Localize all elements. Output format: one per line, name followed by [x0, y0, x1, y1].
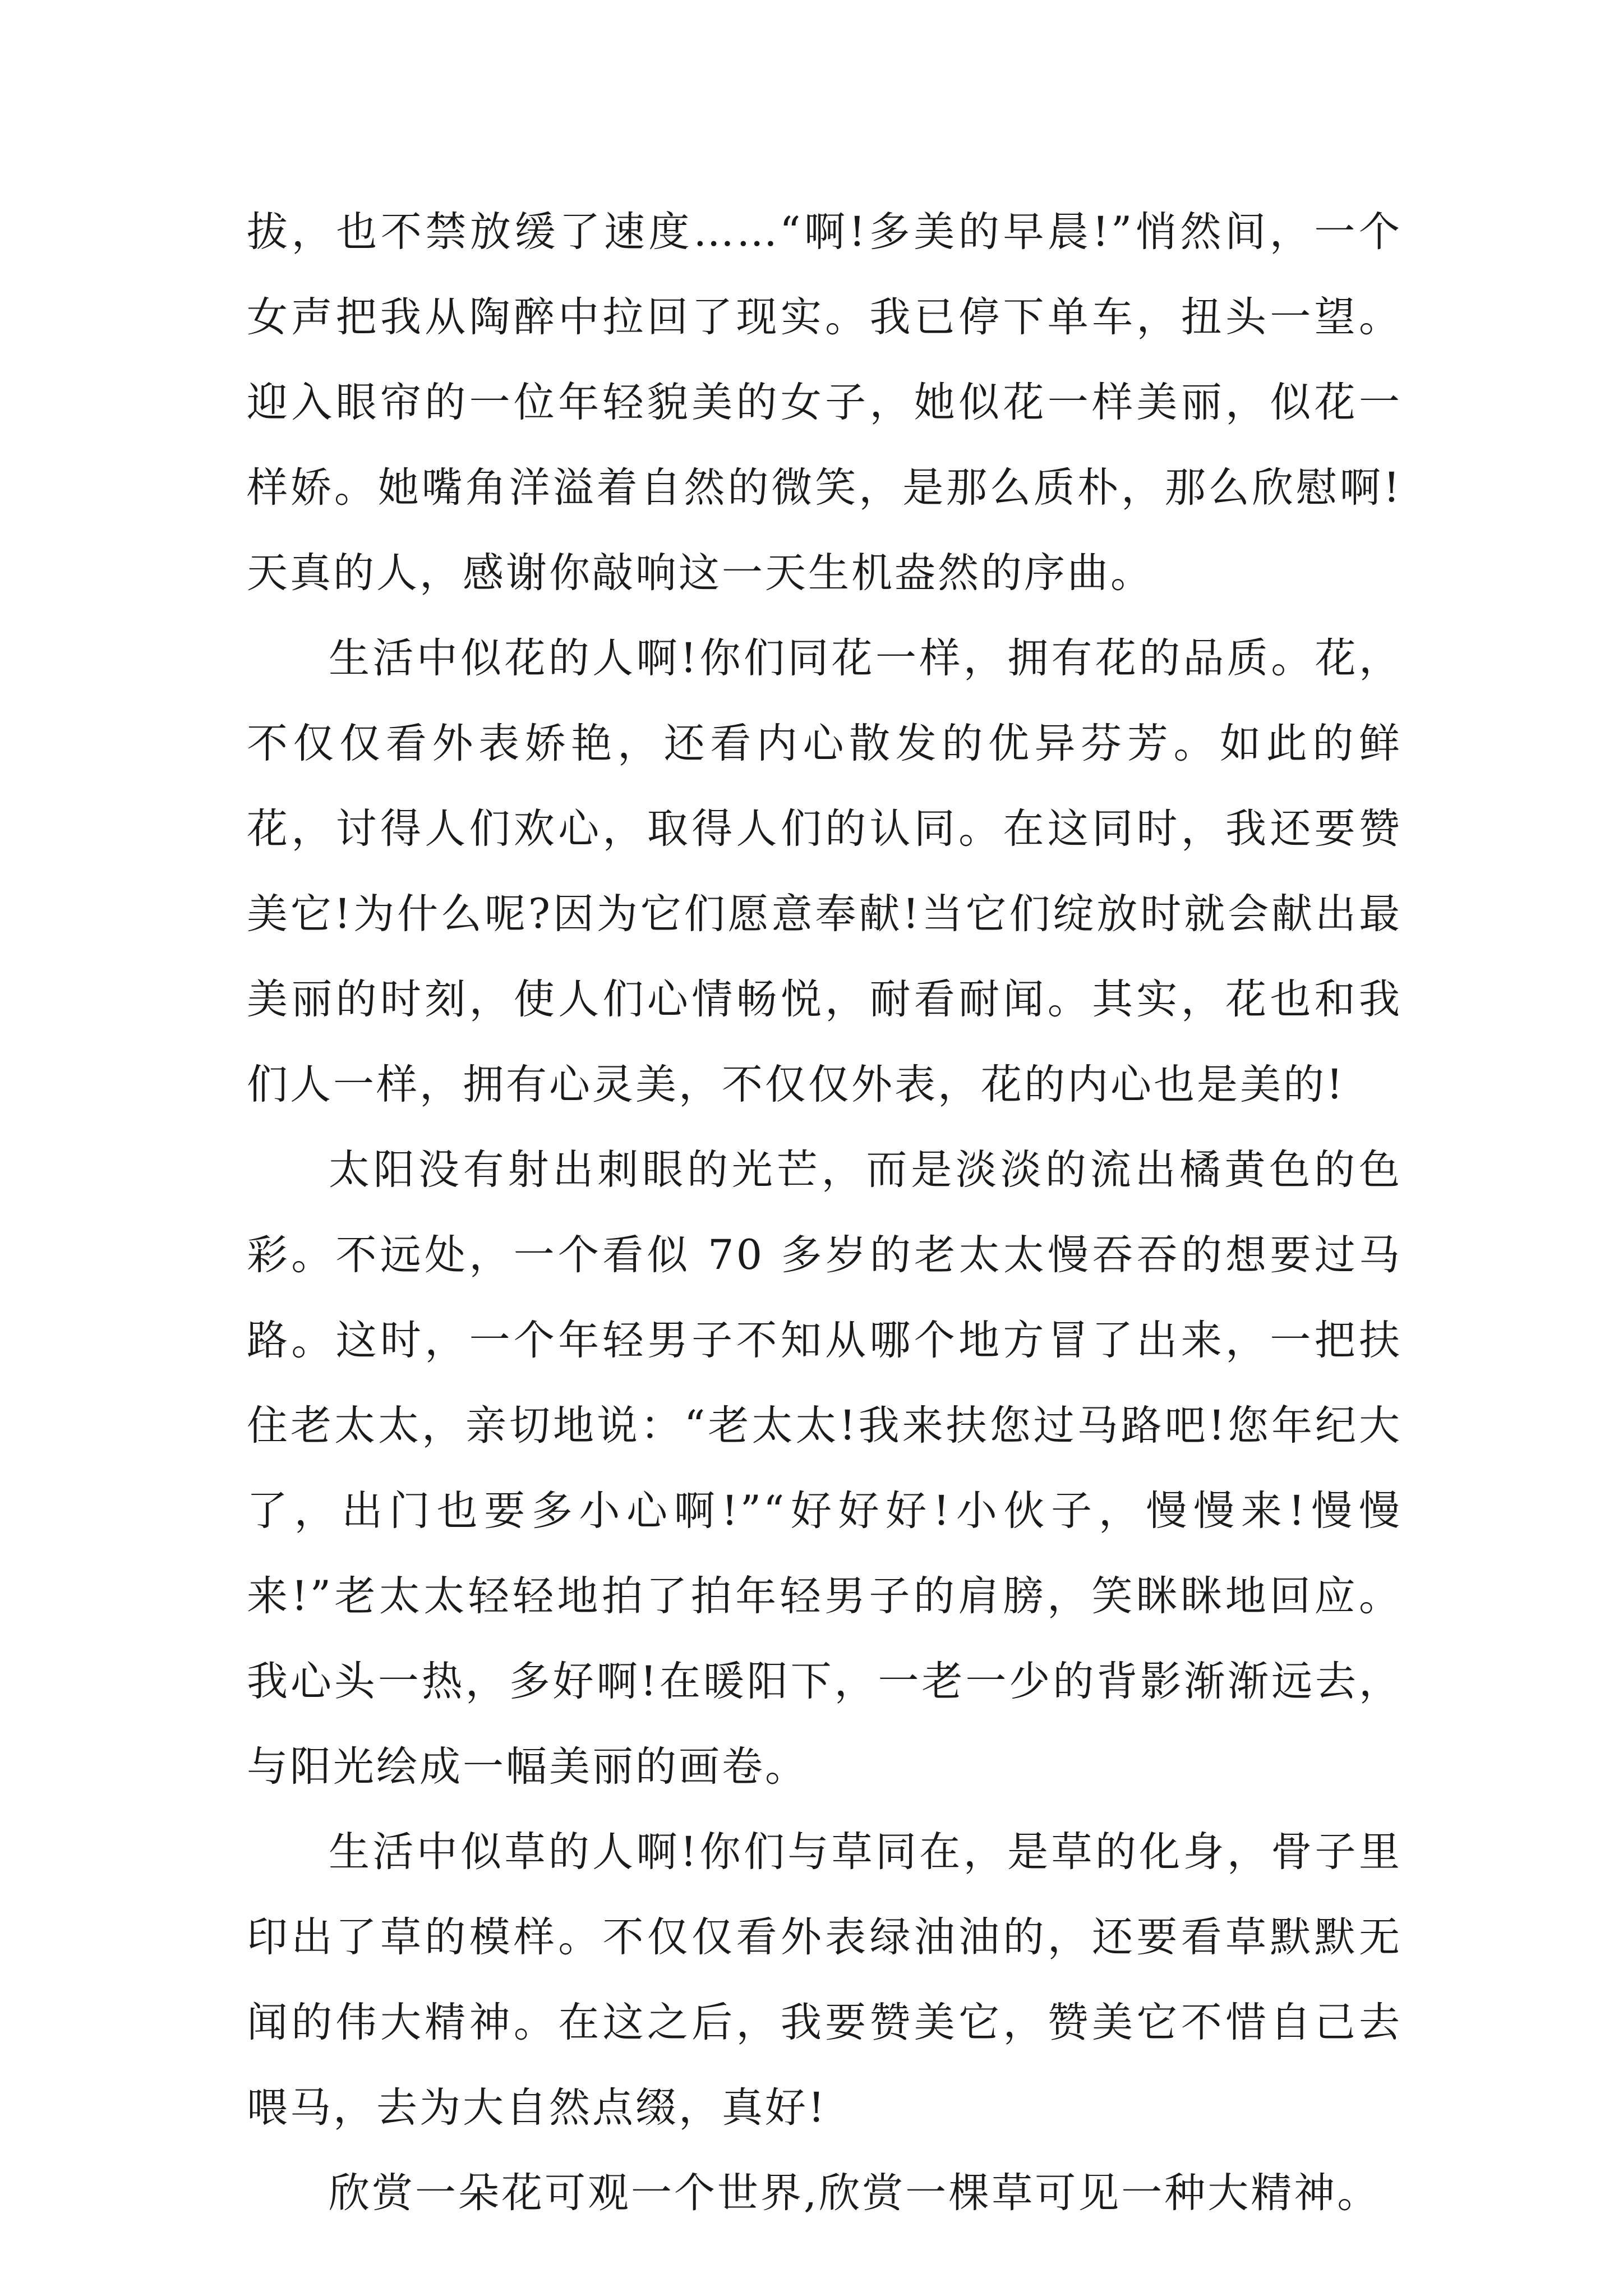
- paragraph-2: 生活中似花的人啊!你们同花一样，拥有花的品质。花，不仅仅看外表娇艳，还看内心散发的优异芬芳。如此的鲜花，讨得人们欢心，取得人们的认同。在这同时，我还要赞美它!为什么呢?因为它们愿意奉献!当它们绽放时就会献出最美丽的时刻，使人们心情畅悦，耐看耐闻。其实，花也和我们人一样，拥有心灵美，不仅仅外表，花的内心也是美的!: [247, 634, 1402, 1108]
- paragraph-3: 太阳没有射出刺眼的光芒，而是淡淡的流出橘黄色的色彩。不远处，一个看似 70 多岁的老太太慢吞吞的想要过马路。这时，一个年轻男子不知从哪个地方冒了出来，一把扶住老太太，亲切地说：“老太太!我来扶您过马路吧!您年纪大了，出门也要多小心啊!”“好好好!小伙子，慢慢来!慢慢来!”老太太轻轻地拍了拍年轻男子的肩膀，笑眯眯地回应。我心头一热，多好啊!在暖阳下，一老一少的背影渐渐远去，与阳光绘成一幅美丽的画卷。: [247, 1146, 1402, 1791]
- paragraph-4: 生活中似草的人啊!你们与草同在，是草的化身，骨子里印出了草的模样。不仅仅看外表绿油油的，还要看草默默无闻的伟大精神。在这之后，我要赞美它，赞美它不惜自己去喂马，去为大自然点缀，真好!: [247, 1828, 1402, 2132]
- document-body: [247, 190, 1402, 2236]
- paragraph-5: 欣赏一朵花可观一个世界,欣赏一棵草可见一种大精神。: [329, 2169, 1381, 2217]
- paragraph-1: 拔，也不禁放缓了速度……“啊!多美的早晨!”悄然间，一个女声把我从陶醉中拉回了现实。我已停下单车，扭头一望。迎入眼帘的一位年轻貌美的女子，她似花一样美丽，似花一样娇。她嘴角洋溢着自然的微笑，是那么质朴，那么欣慰啊!天真的人，感谢你敲响这一天生机盎然的序曲。: [247, 208, 1402, 597]
